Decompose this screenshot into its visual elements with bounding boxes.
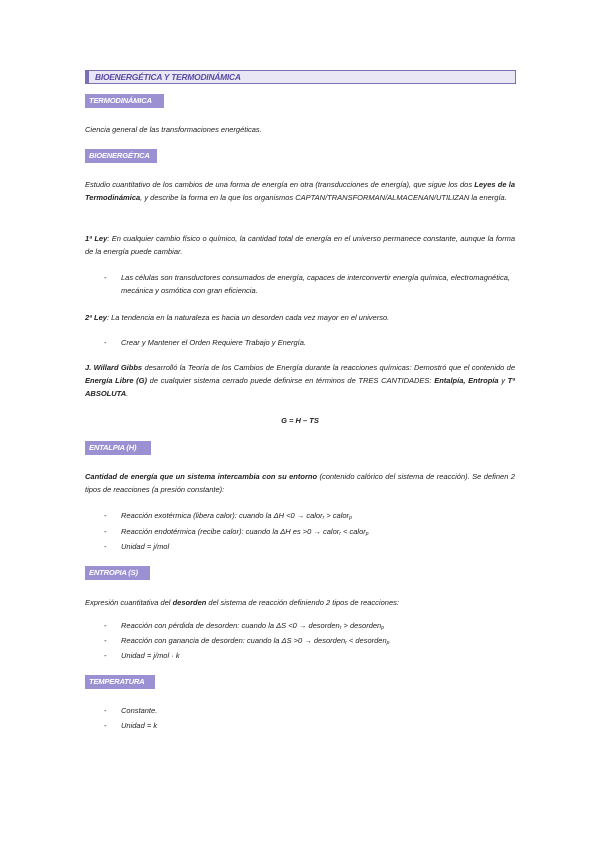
section-heading-entalpia: ENTALPIA (H): [85, 441, 151, 455]
gibbs-paragraph: J. Willard Gibbs desarrolló la Teoría de los Cambios de Energía durante la reacciones químicas: Demostró que el contenido de Energía Libre (G) de cualquier sistema cerrado puede definirse en términos de TRES CANTIDADES: Entalpía, Entropía y Tª ABSOLUTA.: [85, 363, 516, 399]
section-heading-temperatura: TEMPERATURA: [85, 675, 155, 689]
section-heading-bioenergetica: BIOENERGÉTICA: [85, 149, 157, 163]
primera-ley: 1ª Ley: En cualquier cambio físico o químico, la cantidad total de energía en el universo permanece constante, aunque la forma de la energía puede cambiar.: [85, 234, 515, 257]
section-heading-termodinamica: TERMODINÁMICA: [85, 94, 164, 108]
entropia-definition: Expresión cuantitativa del desorden del sistema de reacción definiendo 2 tipos de reacciones:: [85, 598, 399, 607]
document-title: BIOENERGÉTICA Y TERMODINÁMICA: [95, 72, 241, 82]
termodinamica-definition: Ciencia general de las transformaciones energéticas.: [85, 125, 262, 134]
entalpia-definition: Cantidad de energía que un sistema intercambia con su entorno (contenido calórico del sistema de reacción). Se definen 2 tipos de reacciones (a presión constante):: [85, 472, 515, 495]
document-title-banner: [85, 70, 516, 84]
section-heading-entropia: ENTROPIA (S): [85, 566, 150, 580]
gibbs-equation: G = H – TS: [281, 416, 319, 425]
segunda-ley: 2ª Ley: La tendencia en la naturaleza es hacia un desorden cada vez mayor en el universo.: [85, 313, 390, 322]
bioenergetica-definition: Estudio cuantitativo de los cambios de una forma de energía en otra (transducciones de energía), que sigue los dos Leyes de la Termodinámica, y describe la forma en la que los organismos CAPTAN/TRANSFORMAN/ALMACENAN/UTILIZAN la energía.: [85, 180, 515, 203]
